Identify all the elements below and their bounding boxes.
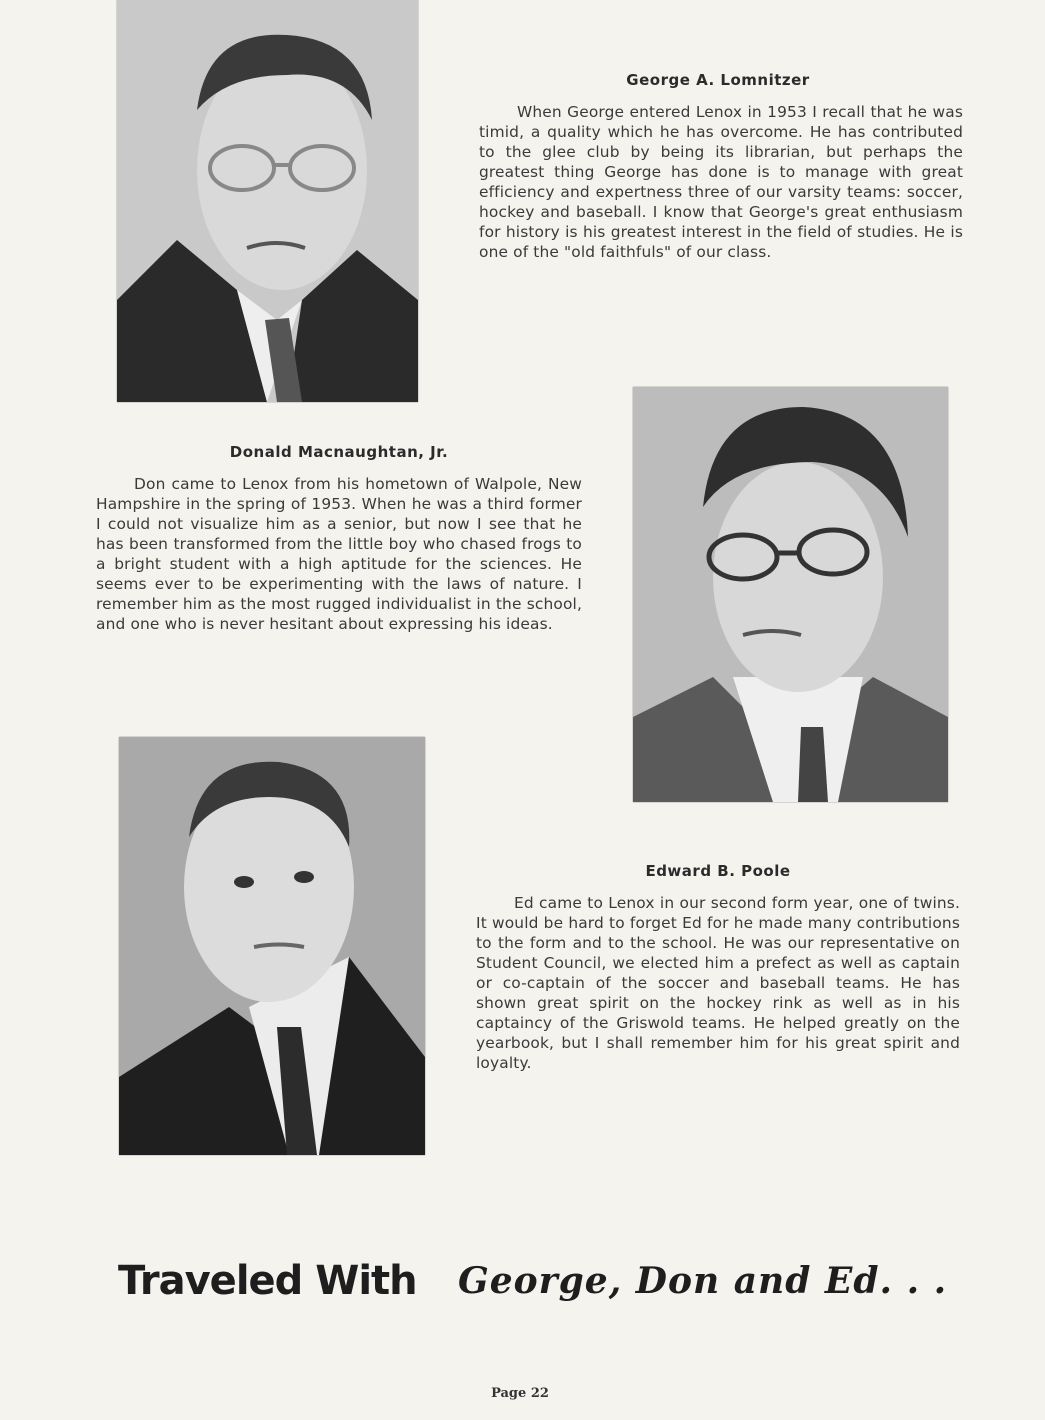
portrait-photo-edward bbox=[119, 737, 425, 1155]
banner bbox=[118, 1258, 978, 1318]
portrait-photo-donald bbox=[633, 387, 948, 802]
entry-bio-george: When George entered Lenox in 1953 I recall that he was timid, a quality which he has overcome. He has contributed to the glee club by being its librarian, but perhaps the greatest thing George has done is to manage with great efficiency and expertness three of our varsity teams: soccer, hockey and baseball. I know that George's great enthusiasm for history is his greatest interest in the field of studies. He is one of the "old faithfuls" of our class. bbox=[479, 103, 963, 261]
portrait-photo-george bbox=[117, 0, 418, 402]
entry-name-george: George A. Lomnitzer bbox=[626, 71, 810, 89]
banner-script: George, Don and Ed. . . bbox=[458, 1260, 948, 1302]
entry-bio-edward: Ed came to Lenox in our second form year, one of twins. It would be hard to forget Ed for he made many contributions to the form and to the school. He was our representative on Student Council, we elected him a prefect as well as captain or co-captain of the soccer and baseball teams. He has shown great spirit on the hockey rink as well as in his captaincy of the Griswold teams. He helped greatly on the yearbook, but I shall remember him for his great spirit and loyalty. bbox=[476, 894, 960, 1072]
page-number: Page 22 bbox=[491, 1386, 549, 1401]
entry-name-donald: Donald Macnaughtan, Jr. bbox=[229, 443, 449, 461]
entry-name-edward: Edward B. Poole bbox=[645, 862, 791, 880]
banner-title: Traveled With bbox=[118, 1258, 417, 1304]
entry-bio-donald: Don came to Lenox from his hometown of Walpole, New Hampshire in the spring of 1953. When he was a third former I could not visualize him as a senior, but now I see that he has been transformed from the little boy who chased frogs to a bright student with a high aptitude for the sciences. He seems ever to be experimenting with the laws of nature. I remember him as the most rugged individualist in the school, and one who is never hesitant about expressing his ideas. bbox=[96, 475, 582, 633]
